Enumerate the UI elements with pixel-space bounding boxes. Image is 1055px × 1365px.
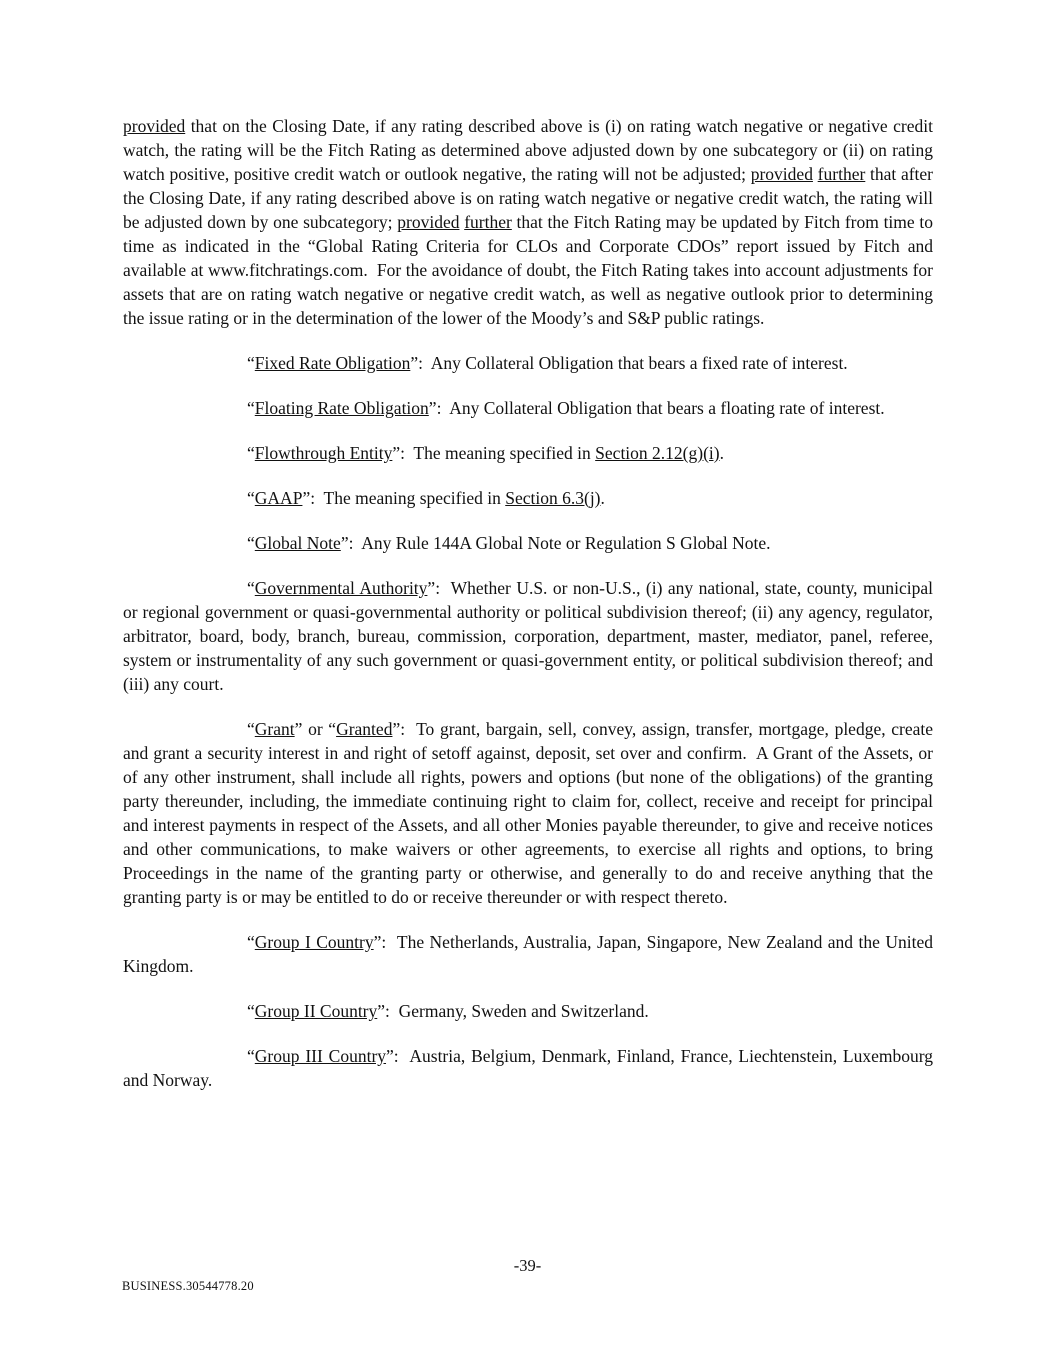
underlined-term: further: [464, 212, 512, 232]
text-run: “: [247, 443, 255, 463]
paragraph: [123, 531, 933, 555]
paragraph: [123, 351, 933, 375]
text-run: “: [247, 932, 255, 952]
text-run: “: [247, 353, 255, 373]
underlined-term: Group II Country: [254, 1001, 378, 1021]
document-id-footer: BUSINESS.30544778.20: [122, 1279, 254, 1293]
underlined-term: Granted: [336, 719, 393, 739]
underlined-term: GAAP: [254, 488, 303, 508]
underlined-term: Group III Country: [254, 1046, 387, 1066]
underlined-term: Governmental Authority: [254, 578, 428, 598]
underlined-term: Flowthrough Entity: [254, 443, 393, 463]
paragraph: [123, 576, 933, 696]
paragraph: [123, 441, 933, 465]
underlined-term: provided: [397, 212, 460, 232]
text-run: ”: Any Collateral Obligation that bears a floating rate of interest.: [428, 398, 885, 418]
text-run: ” or “: [294, 719, 337, 739]
paragraph: [123, 486, 933, 510]
underlined-term: Global Note: [254, 533, 341, 553]
underlined-term: Group I Country: [254, 932, 374, 952]
text-run: that the Fitch Rating may be updated by Fitch from time to time as indicated in the “Global Rating Criteria for CLOs and Corporate CDOs” report issued by Fitch and available at www.fitchratings.com. For the avoidance of doubt, the Fitch Rating takes into account adjustments for assets that are on rating watch negative or negative credit watch, as well as negative outlook prior to determining the issue rating or in the determination of the lower of the Moody’s and S&P public ratings.: [123, 212, 934, 328]
text-run: ”: Any Collateral Obligation that bears a fixed rate of interest.: [410, 353, 848, 373]
underlined-term: Section 6.3(j): [505, 488, 601, 508]
text-run: “: [247, 1001, 255, 1021]
underlined-term: provided: [123, 116, 186, 136]
text-run: ”: Germany, Sweden and Switzerland.: [377, 1001, 649, 1021]
paragraph: [123, 396, 933, 420]
text-run: ”: To grant, bargain, sell, convey, assign, transfer, mortgage, pledge, create and grant a security interest in and right of setoff against, deposit, set over and confirm. A Grant of the Assets, or of any other instrument, shall include all rights, powers and options (but none of the obligations) of the granting party thereunder, including, the immediate continuing right to claim for, collect, receive and receipt for principal and interest payments in respect of the Assets, and all other Monies payable thereunder, to give and receive notices and other communications, to make waivers or other agreements, to exercise all rights and options, to bring Proceedings in the name of the granting party or otherwise, and generally to do and receive anything that the granting party is or may be entitled to do or receive thereunder or with respect thereto.: [123, 719, 933, 907]
text-run: that on the Closing Date, if any rating described above is (i) on rating watch negative or negative credit watch, the rating will be the Fitch Rating as determined above adjusted down by one subcategory or (ii) on rating watch positive, positive credit watch or outlook negative, the rating will not be adjusted;: [123, 116, 933, 184]
underlined-term: further: [817, 164, 866, 184]
paragraph: [123, 930, 933, 978]
text-run: ”: Any Rule 144A Global Note or Regulation S Global Note.: [340, 533, 771, 553]
paragraph: [123, 999, 933, 1023]
text-run: “: [247, 533, 255, 553]
text-run: “: [247, 488, 255, 508]
page-number: -39-: [513, 1256, 542, 1275]
underlined-term: Section 2.12(g)(i): [595, 443, 720, 463]
paragraph: [123, 717, 933, 909]
underlined-term: Floating Rate Obligation: [254, 398, 429, 418]
underlined-term: provided: [750, 164, 813, 184]
text-run: .: [719, 443, 724, 463]
text-run: “: [247, 578, 255, 598]
paragraph: [123, 1044, 933, 1092]
text-run: “: [247, 1046, 255, 1066]
text-run: ”: The meaning specified in: [302, 488, 506, 508]
underlined-term: Grant: [254, 719, 295, 739]
text-run: “: [247, 398, 255, 418]
text-run: “: [247, 719, 255, 739]
text-run: .: [600, 488, 605, 508]
text-run: ”: The meaning specified in: [392, 443, 596, 463]
paragraph: [123, 114, 933, 330]
underlined-term: Fixed Rate Obligation: [254, 353, 411, 373]
text-run: ”: Whether U.S. or non-U.S., (i) any national, state, county, municipal or regional government or quasi-governmental authority or political subdivision thereof; (ii) any agency, regulator, arbitrator, board, body, branch, bureau, commission, corporation, department, master, mediator, panel, referee, system or instrumentality of any such government or quasi-government entity, or political subdivision thereof; and (iii) any court.: [123, 578, 933, 694]
text-run: ”: The Netherlands, Australia, Japan, Singapore, New Zealand and the United Kingdom.: [123, 932, 933, 976]
text-run: ”: Austria, Belgium, Denmark, Finland, France, Liechtenstein, Luxembourg and Norway.: [123, 1046, 933, 1090]
document-body: [123, 114, 933, 1113]
text-run: that after the Closing Date, if any rating described above is on rating watch negative or negative credit watch, the rating will be adjusted down by one subcategory;: [123, 164, 934, 232]
